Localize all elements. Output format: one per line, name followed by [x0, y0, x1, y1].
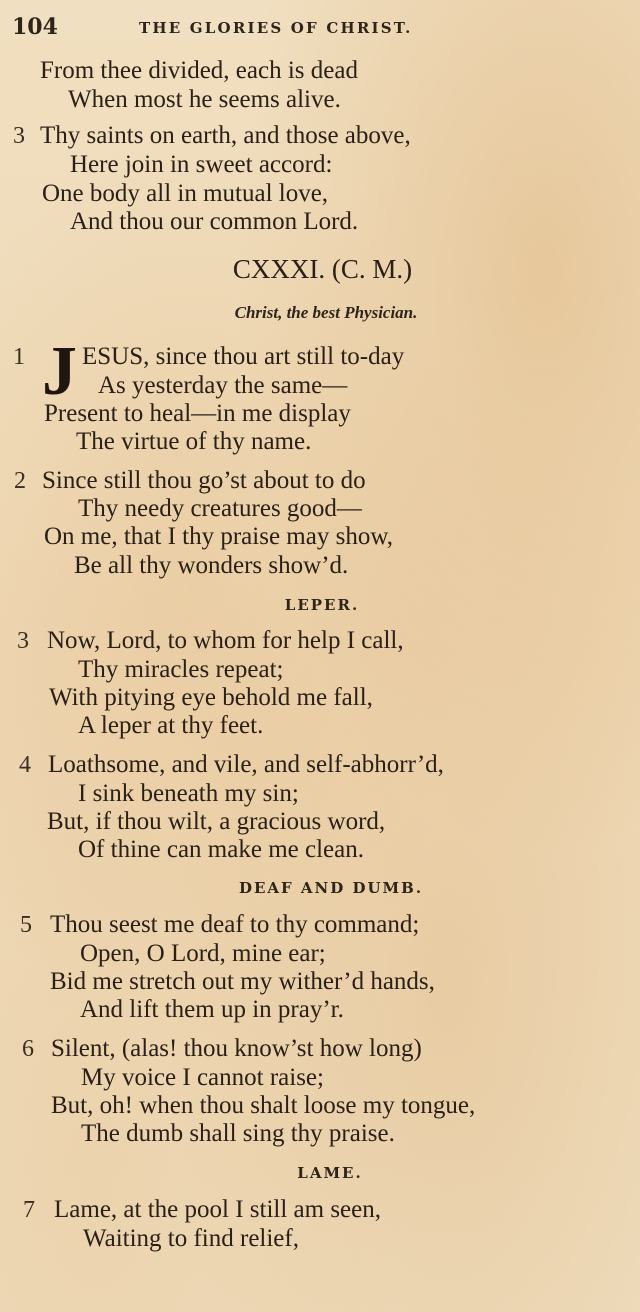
verse-number: 4 [19, 752, 31, 778]
verse-line: Silent, (alas! thou know’st how long) [51, 1035, 422, 1062]
verse-line: Thou seest me deaf to thy command; [50, 911, 420, 938]
verse-line: As yesterday the same— [98, 372, 348, 399]
verse-number: 3 [17, 628, 29, 654]
verse-number: 1 [13, 344, 25, 370]
verse-number: 3 [13, 123, 25, 149]
page-number: 104 [12, 14, 58, 40]
verse-number: 7 [23, 1197, 35, 1223]
verse-line: And lift them up in pray’r. [80, 996, 344, 1023]
verse-line: Of thine can make me clean. [78, 836, 364, 863]
verse-line: Lame, at the pool I still am seen, [54, 1196, 381, 1223]
verse-number: 2 [14, 468, 26, 494]
verse-line: Bid me stretch out my wither’d hands, [50, 968, 435, 995]
verse-line: One body all in mutual love, [42, 180, 329, 207]
verse-line: Present to heal—in me display [44, 400, 351, 427]
verse-number: 6 [22, 1036, 34, 1062]
verse-line: And thou our common Lord. [70, 208, 359, 235]
verse-line: On me, that I thy praise may show, [44, 523, 393, 550]
verse-number: 5 [20, 912, 32, 938]
verse-line: Waiting to find relief, [83, 1225, 299, 1252]
verse-line: From thee divided, each is dead [40, 57, 358, 84]
verse-line: Thy saints on earth, and those above, [40, 122, 411, 149]
verse-line: My voice I cannot raise; [81, 1064, 324, 1091]
verse-line: Open, O Lord, mine ear; [80, 940, 326, 967]
hymn-subtitle: Christ, the best Physician. [234, 303, 418, 322]
verse-line: A leper at thy feet. [78, 712, 264, 739]
verse-line: Thy miracles repeat; [78, 656, 284, 683]
verse-line: Thy needy creatures good— [78, 495, 362, 522]
verse-line: Since still thou go’st about to do [42, 467, 366, 494]
verse-line: The dumb shall sing thy praise. [81, 1120, 395, 1147]
verse-line: I sink beneath my sin; [78, 780, 299, 807]
verse-line: ESUS, since thou art still to-day [82, 343, 405, 370]
drop-cap: J [42, 333, 77, 410]
hymn-number: CXXXI. (C. M.) [232, 254, 413, 284]
verse-line: Loathsome, and vile, and self-abhorr’d, [48, 751, 444, 778]
verse-line: When most he seems alive. [68, 86, 341, 113]
verse-line: Here join in sweet accord: [70, 151, 333, 178]
running-head-title: THE GLORIES OF CHRIST. [139, 19, 413, 37]
verse-line: Now, Lord, to whom for help I call, [47, 627, 404, 654]
verse-line: But, if thou wilt, a gracious word, [47, 808, 386, 835]
section-head-deaf-and-dumb: DEAF AND DUMB. [238, 879, 424, 897]
verse-line: Be all thy wonders show’d. [74, 552, 349, 579]
verse-line: But, oh! when thou shalt loose my tongue, [51, 1092, 476, 1119]
verse-line: The virtue of thy name. [76, 428, 312, 455]
section-head-lame: LAME. [297, 1164, 363, 1182]
section-head-leper: LEPER. [284, 596, 360, 614]
verse-line: With pitying eye behold me fall, [49, 684, 373, 711]
running-head [12, 14, 512, 44]
